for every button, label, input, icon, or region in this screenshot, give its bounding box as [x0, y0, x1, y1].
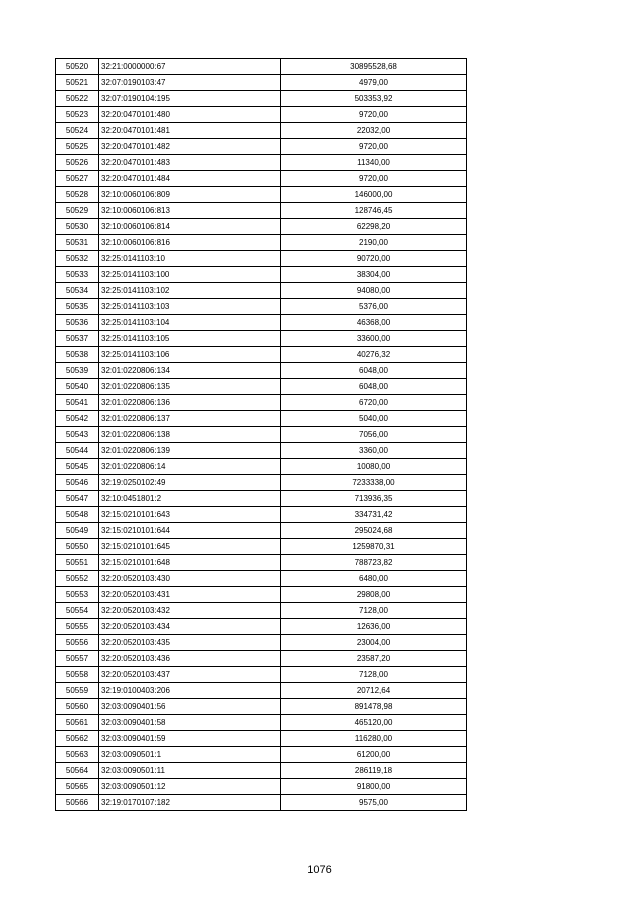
cadastral-value-cell: 788723,82 [281, 555, 467, 571]
cadastral-value-cell: 10080,00 [281, 459, 467, 475]
cadastral-value-cell: 91800,00 [281, 779, 467, 795]
row-number-cell: 50545 [56, 459, 99, 475]
cadastral-value-cell: 23587,20 [281, 651, 467, 667]
table-row [56, 555, 467, 571]
row-number-cell: 50543 [56, 427, 99, 443]
table-row [56, 795, 467, 811]
table-row [56, 699, 467, 715]
table-row [56, 267, 467, 283]
table-row [56, 507, 467, 523]
cadastral-number-cell: 32:10:0451801:2 [99, 491, 281, 507]
cadastral-value-cell: 12636,00 [281, 619, 467, 635]
cadastral-value-table [55, 58, 467, 811]
cadastral-value-cell: 7233338,00 [281, 475, 467, 491]
cadastral-number-cell: 32:20:0470101:480 [99, 107, 281, 123]
row-number-cell: 50544 [56, 443, 99, 459]
row-number-cell: 50527 [56, 171, 99, 187]
cadastral-value-cell: 29808,00 [281, 587, 467, 603]
cadastral-value-cell: 4979,00 [281, 75, 467, 91]
cadastral-value-cell: 61200,00 [281, 747, 467, 763]
table-row [56, 459, 467, 475]
cadastral-value-cell: 6720,00 [281, 395, 467, 411]
table-row [56, 683, 467, 699]
cadastral-number-cell: 32:03:0090401:59 [99, 731, 281, 747]
cadastral-number-cell: 32:15:0210101:645 [99, 539, 281, 555]
cadastral-value-cell: 20712,64 [281, 683, 467, 699]
table-row [56, 347, 467, 363]
cadastral-value-cell: 94080,00 [281, 283, 467, 299]
cadastral-value-cell: 6048,00 [281, 363, 467, 379]
table-row [56, 283, 467, 299]
table-row [56, 75, 467, 91]
cadastral-number-cell: 32:19:0250102:49 [99, 475, 281, 491]
row-number-cell: 50536 [56, 315, 99, 331]
row-number-cell: 50561 [56, 715, 99, 731]
cadastral-value-cell: 2190,00 [281, 235, 467, 251]
row-number-cell: 50565 [56, 779, 99, 795]
cadastral-value-cell: 295024,68 [281, 523, 467, 539]
table-row [56, 251, 467, 267]
row-number-cell: 50559 [56, 683, 99, 699]
table-row [56, 587, 467, 603]
cadastral-number-cell: 32:10:0060106:814 [99, 219, 281, 235]
row-number-cell: 50525 [56, 139, 99, 155]
cadastral-number-cell: 32:20:0520103:436 [99, 651, 281, 667]
cadastral-number-cell: 32:25:0141103:103 [99, 299, 281, 315]
table-row [56, 635, 467, 651]
cadastral-number-cell: 32:20:0520103:437 [99, 667, 281, 683]
cadastral-value-cell: 33600,00 [281, 331, 467, 347]
cadastral-number-cell: 32:20:0520103:434 [99, 619, 281, 635]
table-row [56, 571, 467, 587]
cadastral-number-cell: 32:07:0190104:195 [99, 91, 281, 107]
cadastral-number-cell: 32:03:0090501:12 [99, 779, 281, 795]
row-number-cell: 50520 [56, 59, 99, 75]
cadastral-number-cell: 32:01:0220806:138 [99, 427, 281, 443]
table-row [56, 747, 467, 763]
table-row [56, 715, 467, 731]
cadastral-value-cell: 6480,00 [281, 571, 467, 587]
row-number-cell: 50556 [56, 635, 99, 651]
table-row [56, 331, 467, 347]
cadastral-number-cell: 32:21:0000000:67 [99, 59, 281, 75]
cadastral-value-cell: 9720,00 [281, 171, 467, 187]
row-number-cell: 50555 [56, 619, 99, 635]
row-number-cell: 50552 [56, 571, 99, 587]
table-body [56, 59, 467, 811]
table-row [56, 187, 467, 203]
row-number-cell: 50564 [56, 763, 99, 779]
row-number-cell: 50563 [56, 747, 99, 763]
cadastral-value-cell: 334731,42 [281, 507, 467, 523]
row-number-cell: 50541 [56, 395, 99, 411]
table-row [56, 59, 467, 75]
cadastral-value-cell: 23004,00 [281, 635, 467, 651]
table-row [56, 779, 467, 795]
cadastral-number-cell: 32:25:0141103:10 [99, 251, 281, 267]
row-number-cell: 50526 [56, 155, 99, 171]
cadastral-value-cell: 503353,92 [281, 91, 467, 107]
table-row [56, 651, 467, 667]
cadastral-value-cell: 5376,00 [281, 299, 467, 315]
table-row [56, 619, 467, 635]
table-row [56, 443, 467, 459]
cadastral-number-cell: 32:25:0141103:104 [99, 315, 281, 331]
cadastral-number-cell: 32:15:0210101:648 [99, 555, 281, 571]
row-number-cell: 50546 [56, 475, 99, 491]
row-number-cell: 50554 [56, 603, 99, 619]
row-number-cell: 50531 [56, 235, 99, 251]
row-number-cell: 50535 [56, 299, 99, 315]
cadastral-number-cell: 32:15:0210101:643 [99, 507, 281, 523]
cadastral-number-cell: 32:25:0141103:102 [99, 283, 281, 299]
row-number-cell: 50557 [56, 651, 99, 667]
cadastral-value-cell: 116280,00 [281, 731, 467, 747]
cadastral-number-cell: 32:19:0170107:182 [99, 795, 281, 811]
cadastral-number-cell: 32:03:0090401:58 [99, 715, 281, 731]
cadastral-number-cell: 32:07:0190103:47 [99, 75, 281, 91]
table-row [56, 523, 467, 539]
cadastral-number-cell: 32:19:0100403:206 [99, 683, 281, 699]
table-row [56, 123, 467, 139]
cadastral-number-cell: 32:01:0220806:134 [99, 363, 281, 379]
table-row [56, 427, 467, 443]
row-number-cell: 50560 [56, 699, 99, 715]
row-number-cell: 50533 [56, 267, 99, 283]
row-number-cell: 50540 [56, 379, 99, 395]
cadastral-value-cell: 7128,00 [281, 667, 467, 683]
row-number-cell: 50528 [56, 187, 99, 203]
row-number-cell: 50532 [56, 251, 99, 267]
row-number-cell: 50553 [56, 587, 99, 603]
cadastral-number-cell: 32:01:0220806:135 [99, 379, 281, 395]
row-number-cell: 50549 [56, 523, 99, 539]
cadastral-value-cell: 465120,00 [281, 715, 467, 731]
cadastral-number-cell: 32:20:0470101:482 [99, 139, 281, 155]
cadastral-number-cell: 32:01:0220806:139 [99, 443, 281, 459]
cadastral-value-cell: 22032,00 [281, 123, 467, 139]
cadastral-number-cell: 32:10:0060106:816 [99, 235, 281, 251]
table-row [56, 395, 467, 411]
cadastral-value-cell: 11340,00 [281, 155, 467, 171]
table-row [56, 379, 467, 395]
row-number-cell: 50566 [56, 795, 99, 811]
table-row [56, 139, 467, 155]
row-number-cell: 50537 [56, 331, 99, 347]
cadastral-value-cell: 38304,00 [281, 267, 467, 283]
cadastral-value-cell: 7128,00 [281, 603, 467, 619]
cadastral-value-cell: 62298,20 [281, 219, 467, 235]
cadastral-number-cell: 32:20:0470101:483 [99, 155, 281, 171]
cadastral-number-cell: 32:20:0470101:484 [99, 171, 281, 187]
table-row [56, 539, 467, 555]
row-number-cell: 50548 [56, 507, 99, 523]
cadastral-value-cell: 713936,35 [281, 491, 467, 507]
row-number-cell: 50521 [56, 75, 99, 91]
cadastral-value-cell: 891478,98 [281, 699, 467, 715]
table-row [56, 171, 467, 187]
table-row [56, 235, 467, 251]
table-row [56, 667, 467, 683]
table-row [56, 763, 467, 779]
table-row [56, 475, 467, 491]
cadastral-value-cell: 9720,00 [281, 107, 467, 123]
cadastral-number-cell: 32:10:0060106:813 [99, 203, 281, 219]
cadastral-value-cell: 40276,32 [281, 347, 467, 363]
table-row [56, 203, 467, 219]
cadastral-value-cell: 46368,00 [281, 315, 467, 331]
table-row [56, 107, 467, 123]
page-number: 1076 [307, 864, 332, 876]
cadastral-number-cell: 32:03:0090401:56 [99, 699, 281, 715]
cadastral-number-cell: 32:10:0060106:809 [99, 187, 281, 203]
cadastral-number-cell: 32:20:0520103:431 [99, 587, 281, 603]
row-number-cell: 50539 [56, 363, 99, 379]
cadastral-value-cell: 30895528,68 [281, 59, 467, 75]
cadastral-number-cell: 32:01:0220806:14 [99, 459, 281, 475]
row-number-cell: 50524 [56, 123, 99, 139]
cadastral-value-cell: 128746,45 [281, 203, 467, 219]
cadastral-value-cell: 5040,00 [281, 411, 467, 427]
row-number-cell: 50558 [56, 667, 99, 683]
cadastral-value-cell: 1259870,31 [281, 539, 467, 555]
cadastral-value-cell: 9720,00 [281, 139, 467, 155]
table-row [56, 219, 467, 235]
row-number-cell: 50562 [56, 731, 99, 747]
cadastral-number-cell: 32:03:0090501:11 [99, 763, 281, 779]
cadastral-value-cell: 90720,00 [281, 251, 467, 267]
table-row [56, 603, 467, 619]
cadastral-value-cell: 286119,18 [281, 763, 467, 779]
cadastral-number-cell: 32:01:0220806:137 [99, 411, 281, 427]
row-number-cell: 50522 [56, 91, 99, 107]
cadastral-value-cell: 6048,00 [281, 379, 467, 395]
row-number-cell: 50542 [56, 411, 99, 427]
table-row [56, 91, 467, 107]
cadastral-number-cell: 32:20:0520103:435 [99, 635, 281, 651]
row-number-cell: 50523 [56, 107, 99, 123]
cadastral-value-cell: 146000,00 [281, 187, 467, 203]
cadastral-number-cell: 32:20:0520103:432 [99, 603, 281, 619]
row-number-cell: 50550 [56, 539, 99, 555]
cadastral-number-cell: 32:01:0220806:136 [99, 395, 281, 411]
row-number-cell: 50538 [56, 347, 99, 363]
cadastral-number-cell: 32:03:0090501:1 [99, 747, 281, 763]
table-row [56, 299, 467, 315]
cadastral-value-cell: 3360,00 [281, 443, 467, 459]
table-row [56, 731, 467, 747]
row-number-cell: 50547 [56, 491, 99, 507]
cadastral-number-cell: 32:25:0141103:105 [99, 331, 281, 347]
row-number-cell: 50534 [56, 283, 99, 299]
row-number-cell: 50530 [56, 219, 99, 235]
cadastral-number-cell: 32:20:0520103:430 [99, 571, 281, 587]
table-row [56, 411, 467, 427]
table-row [56, 491, 467, 507]
cadastral-number-cell: 32:25:0141103:106 [99, 347, 281, 363]
cadastral-number-cell: 32:25:0141103:100 [99, 267, 281, 283]
cadastral-value-cell: 9575,00 [281, 795, 467, 811]
table-row [56, 363, 467, 379]
row-number-cell: 50529 [56, 203, 99, 219]
table-row [56, 155, 467, 171]
cadastral-number-cell: 32:20:0470101:481 [99, 123, 281, 139]
cadastral-number-cell: 32:15:0210101:644 [99, 523, 281, 539]
table-row [56, 315, 467, 331]
cadastral-value-cell: 7056,00 [281, 427, 467, 443]
row-number-cell: 50551 [56, 555, 99, 571]
